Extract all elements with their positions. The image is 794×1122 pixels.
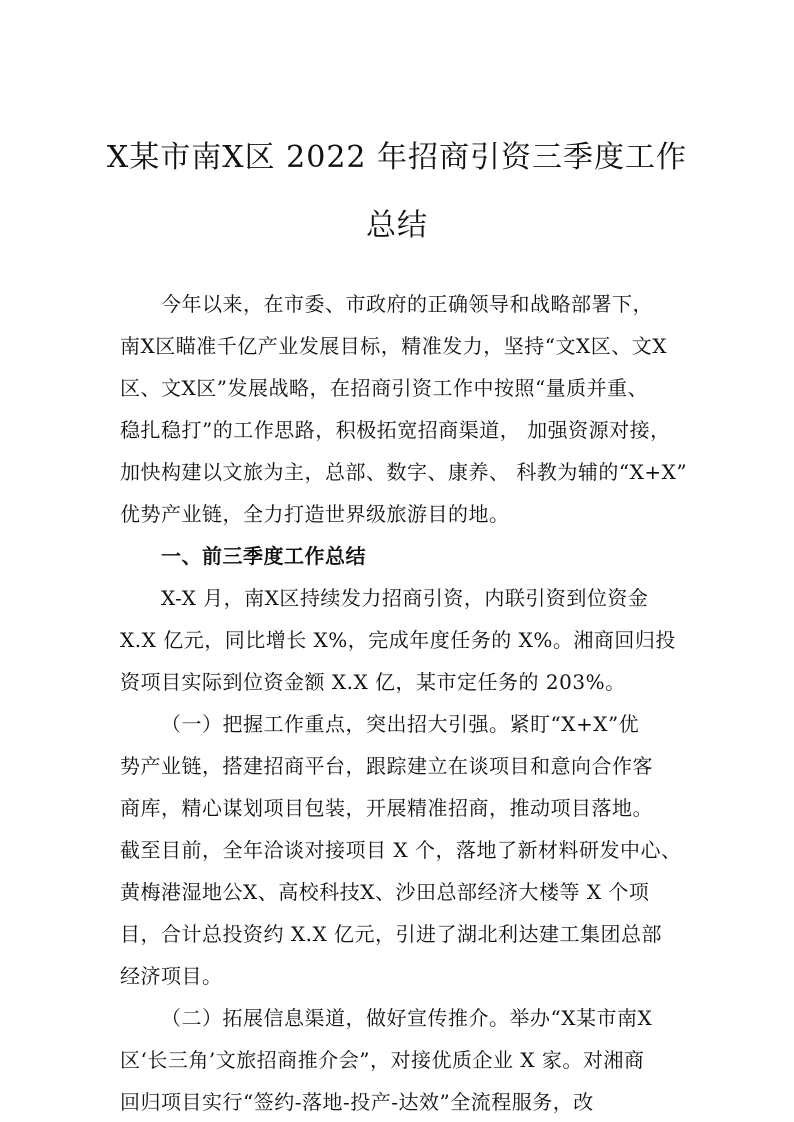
body-line: 今年以来，在市委、市政府的正确领导和战略部署下， (161, 292, 653, 316)
body-line: 商库，精心谋划项目包装，开展精准招商，推动项目落地。 (120, 796, 653, 820)
body-line: 南X区瞄准千亿产业发展目标，精准发力，坚持“文X区、文X (120, 334, 667, 358)
document-title-line-2: 总结 (366, 208, 428, 243)
subsection-line: （一）把握工作重点，突出招大引强。紧盯“X+X”优 (161, 712, 640, 736)
body-line: 区‘长三角’文旅招商推介会”，对接优质企业 X 家。对湘商 (120, 1048, 645, 1072)
subsection-line: （二）拓展信息渠道，做好宣传推介。举办“X某市南X (161, 1006, 653, 1030)
body-line: 势产业链，搭建招商平台，跟踪建立在谈项目和意向合作客 (120, 754, 653, 778)
body-line: 加快构建以文旅为主，总部、数字、康养、 科教为辅的“X+X” (120, 460, 688, 484)
body-line: 截至目前，全年洽谈对接项目 X 个，落地了新材料研发中心、 (120, 838, 682, 862)
body-line: 回归项目实行“签约-落地-投产-达效”全流程服务，改 (120, 1090, 594, 1114)
document-title-line-1: X某市南X区 2022 年招商引资三季度工作 (106, 140, 688, 175)
body-line: 黄梅港湿地公X、高校科技X、沙田总部经济大楼等 X 个项 (120, 880, 650, 904)
section-heading: 一、前三季度工作总结 (161, 544, 366, 568)
body-line: 资项目实际到位资金额 X.X 亿，某市定任务的 203%。 (120, 670, 626, 694)
body-line: 区、文X区”发展战略，在招商引资工作中按照“量质并重、 (120, 376, 649, 400)
body-line: 稳扎稳打”的工作思路，积极拓宽招商渠道， 加强资源对接， (120, 418, 671, 442)
body-line: 目，合计总投资约 X.X 亿元，引进了湖北利达建工集团总部 (120, 922, 663, 946)
body-line: X.X 亿元，同比增长 X%，完成年度任务的 X%。湘商回归投 (120, 628, 676, 652)
body-line: X-X 月，南X区持续发力招商引资，内联引资到位资金 (161, 586, 649, 610)
body-line: 优势产业链，全力打造世界级旅游目的地。 (120, 502, 510, 526)
body-line: 经济项目。 (120, 964, 223, 988)
